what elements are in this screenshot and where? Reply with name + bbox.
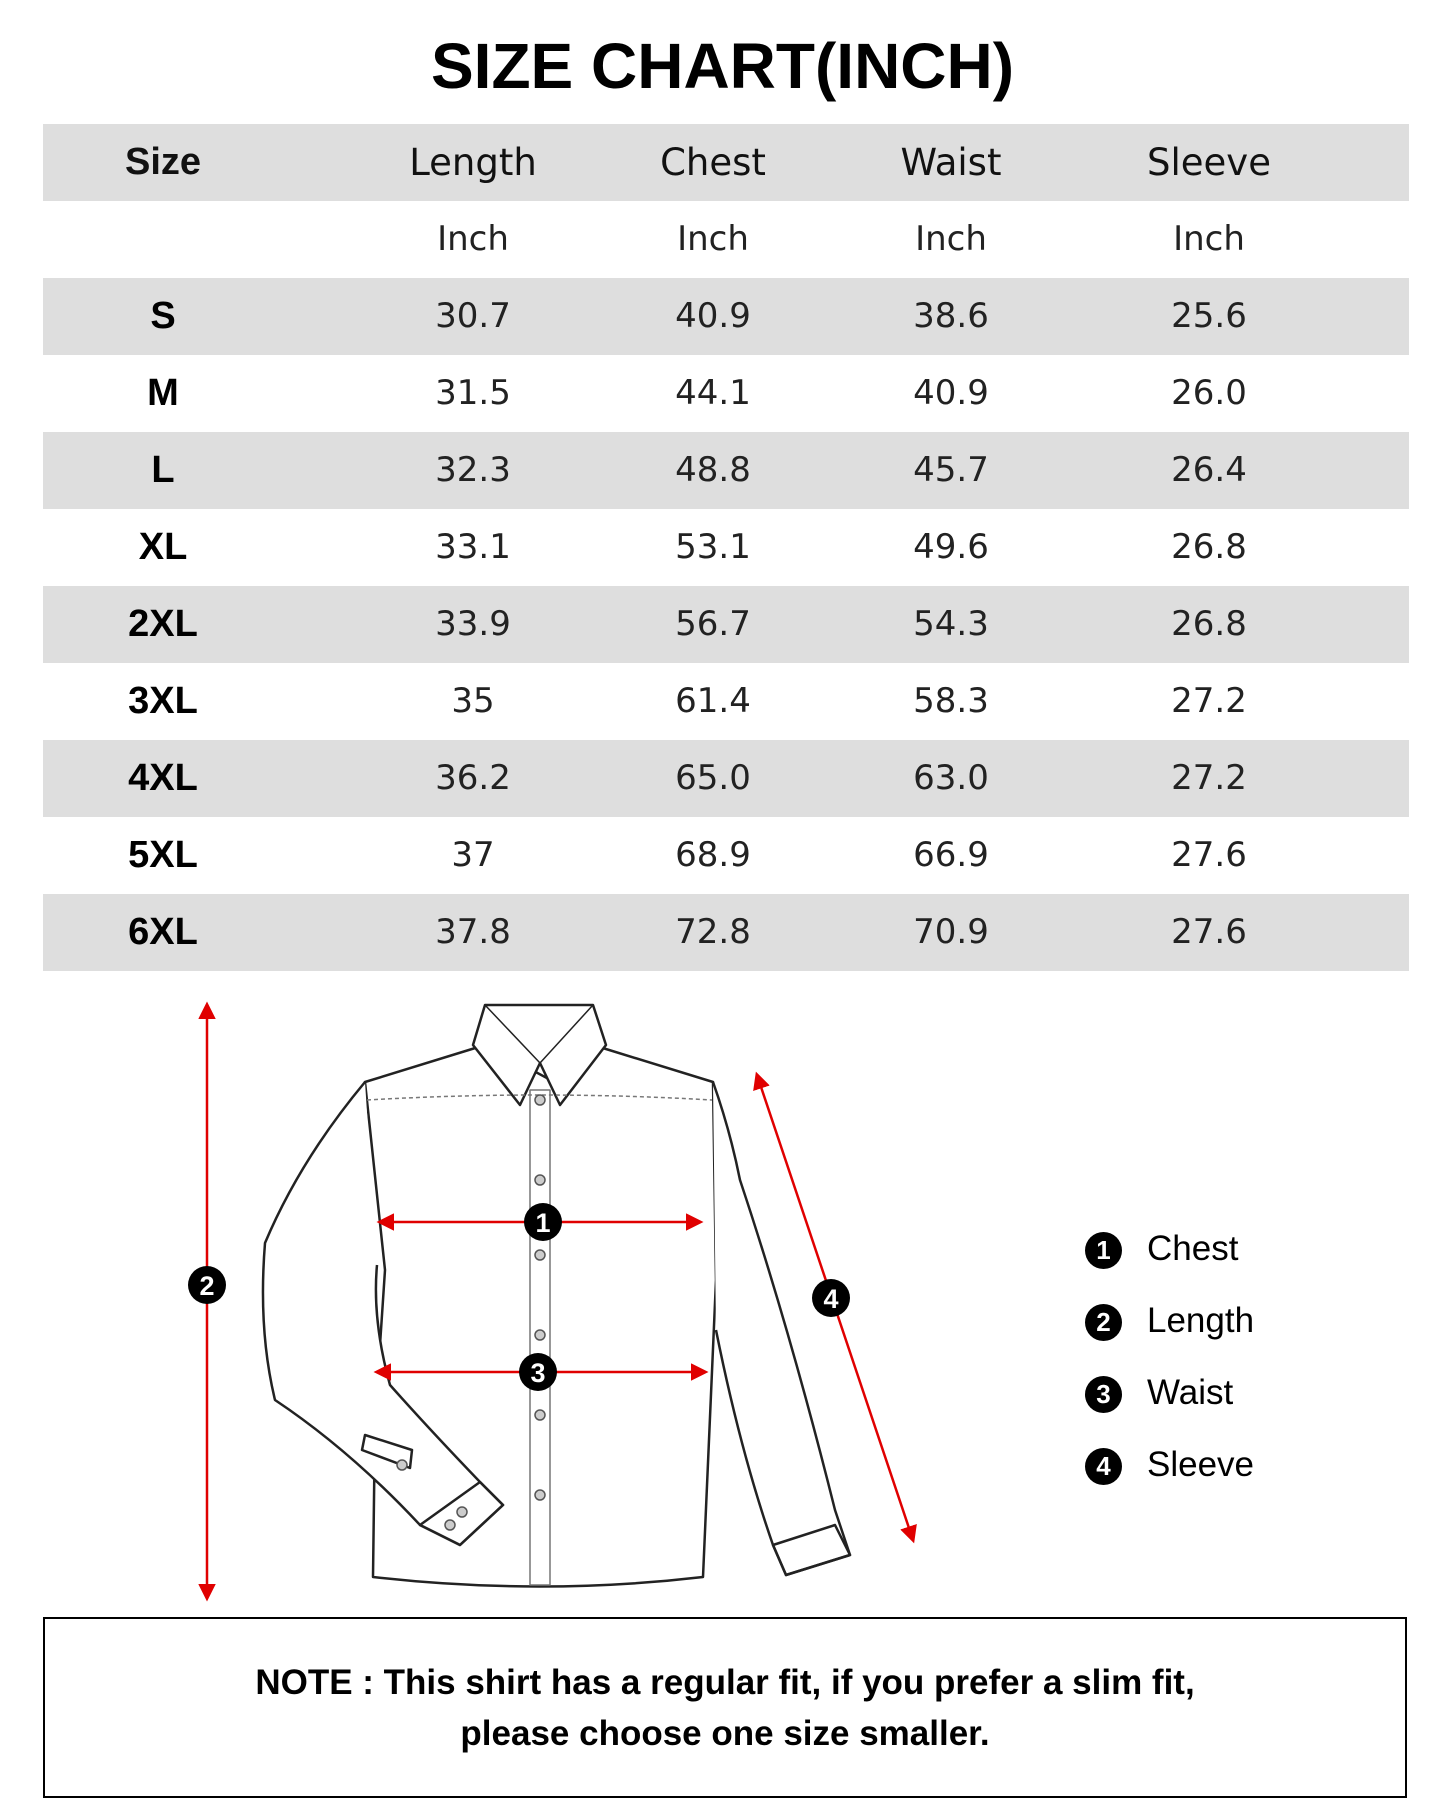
cell-size: L [151, 449, 175, 491]
cell-sleeve: 26.0 [1171, 373, 1247, 413]
fit-note-line-2: please choose one size smaller. [460, 1714, 990, 1753]
cell-waist: 63.0 [913, 758, 989, 798]
cell-chest: 61.4 [675, 681, 751, 721]
cell-sleeve: 27.6 [1171, 912, 1247, 952]
legend-item-length [1085, 1294, 1345, 1366]
cell-waist: 38.6 [913, 296, 989, 336]
cell-sleeve: 25.6 [1171, 296, 1247, 336]
legend-number: 2 [1085, 1304, 1122, 1341]
unit-waist: Inch [915, 219, 987, 259]
legend-label: Waist [1147, 1373, 1234, 1412]
cell-size: M [147, 372, 179, 414]
cell-sleeve: 26.8 [1171, 527, 1247, 567]
legend-item-waist [1085, 1366, 1345, 1438]
svg-text:4: 4 [823, 1284, 839, 1314]
marker-chest [524, 1203, 562, 1241]
cell-size: S [150, 295, 176, 337]
cell-waist: 40.9 [913, 373, 989, 413]
unit-size [43, 201, 283, 278]
cell-sleeve: 27.6 [1171, 835, 1247, 875]
cell-size: 5XL [128, 834, 198, 876]
fit-note-box [43, 1617, 1407, 1798]
table-row [43, 355, 1409, 432]
cell-length: 31.5 [435, 373, 511, 413]
svg-text:3: 3 [530, 1358, 546, 1388]
page-title: SIZE CHART(INCH) [430, 30, 1015, 102]
table-row [43, 432, 1409, 509]
cell-length: 33.1 [435, 527, 511, 567]
cell-size: 2XL [128, 603, 198, 645]
legend-item-chest [1085, 1222, 1345, 1294]
table-units-row [43, 201, 1409, 278]
svg-text:1: 1 [535, 1208, 551, 1238]
legend-number: 3 [1085, 1376, 1122, 1413]
measurement-legend [1085, 1222, 1345, 1510]
cell-length: 37.8 [435, 912, 511, 952]
unit-sleeve: Inch [1173, 219, 1245, 259]
cell-waist: 54.3 [913, 604, 989, 644]
header-chest: Chest [660, 141, 766, 184]
cell-chest: 72.8 [675, 912, 751, 952]
table-row [43, 509, 1409, 586]
cell-chest: 53.1 [675, 527, 751, 567]
table-body [43, 278, 1409, 971]
cell-sleeve: 27.2 [1171, 758, 1247, 798]
table-row [43, 817, 1409, 894]
legend-label: Sleeve [1147, 1445, 1255, 1484]
cell-length: 33.9 [435, 604, 511, 644]
table-header-row [43, 124, 1409, 201]
legend-item-sleeve [1085, 1438, 1345, 1510]
header-length: Length [409, 141, 537, 184]
cell-length: 35 [451, 681, 495, 721]
svg-text:2: 2 [199, 1271, 215, 1301]
table-row [43, 740, 1409, 817]
cell-length: 36.2 [435, 758, 511, 798]
unit-length: Inch [437, 219, 509, 259]
cell-waist: 66.9 [913, 835, 989, 875]
cell-sleeve: 26.4 [1171, 450, 1247, 490]
cell-chest: 40.9 [675, 296, 751, 336]
cell-size: XL [138, 526, 188, 568]
cell-length: 37 [451, 835, 495, 875]
cell-waist: 70.9 [913, 912, 989, 952]
header-sleeve: Sleeve [1147, 141, 1271, 184]
table-row [43, 278, 1409, 355]
table-row [43, 894, 1409, 971]
cell-chest: 68.9 [675, 835, 751, 875]
cell-size: 4XL [128, 757, 198, 799]
marker-sleeve [812, 1279, 850, 1317]
shirt-right-sleeve [713, 1082, 850, 1575]
legend-number: 1 [1085, 1232, 1122, 1269]
table-row [43, 663, 1409, 740]
cell-length: 32.3 [435, 450, 511, 490]
cell-chest: 65.0 [675, 758, 751, 798]
cell-waist: 49.6 [913, 527, 989, 567]
size-table [43, 124, 1409, 971]
cell-size: 6XL [128, 911, 198, 953]
fit-note-text [45, 1657, 1405, 1759]
legend-number: 4 [1085, 1448, 1122, 1485]
legend-label: Length [1147, 1301, 1255, 1340]
header-size: Size [124, 141, 202, 183]
cell-chest: 56.7 [675, 604, 751, 644]
cell-sleeve: 27.2 [1171, 681, 1247, 721]
unit-chest: Inch [677, 219, 749, 259]
marker-waist [519, 1353, 557, 1391]
cell-waist: 58.3 [913, 681, 989, 721]
cell-length: 30.7 [435, 296, 511, 336]
table-row [43, 586, 1409, 663]
cell-size: 3XL [128, 680, 198, 722]
cell-waist: 45.7 [913, 450, 989, 490]
marker-length [188, 1266, 226, 1304]
cell-chest: 48.8 [675, 450, 751, 490]
cell-chest: 44.1 [675, 373, 751, 413]
cell-sleeve: 26.8 [1171, 604, 1247, 644]
legend-label: Chest [1147, 1229, 1239, 1268]
fit-note-line-1: NOTE : This shirt has a regular fit, if you prefer a slim fit, [255, 1663, 1195, 1702]
header-waist: Waist [900, 141, 1002, 184]
